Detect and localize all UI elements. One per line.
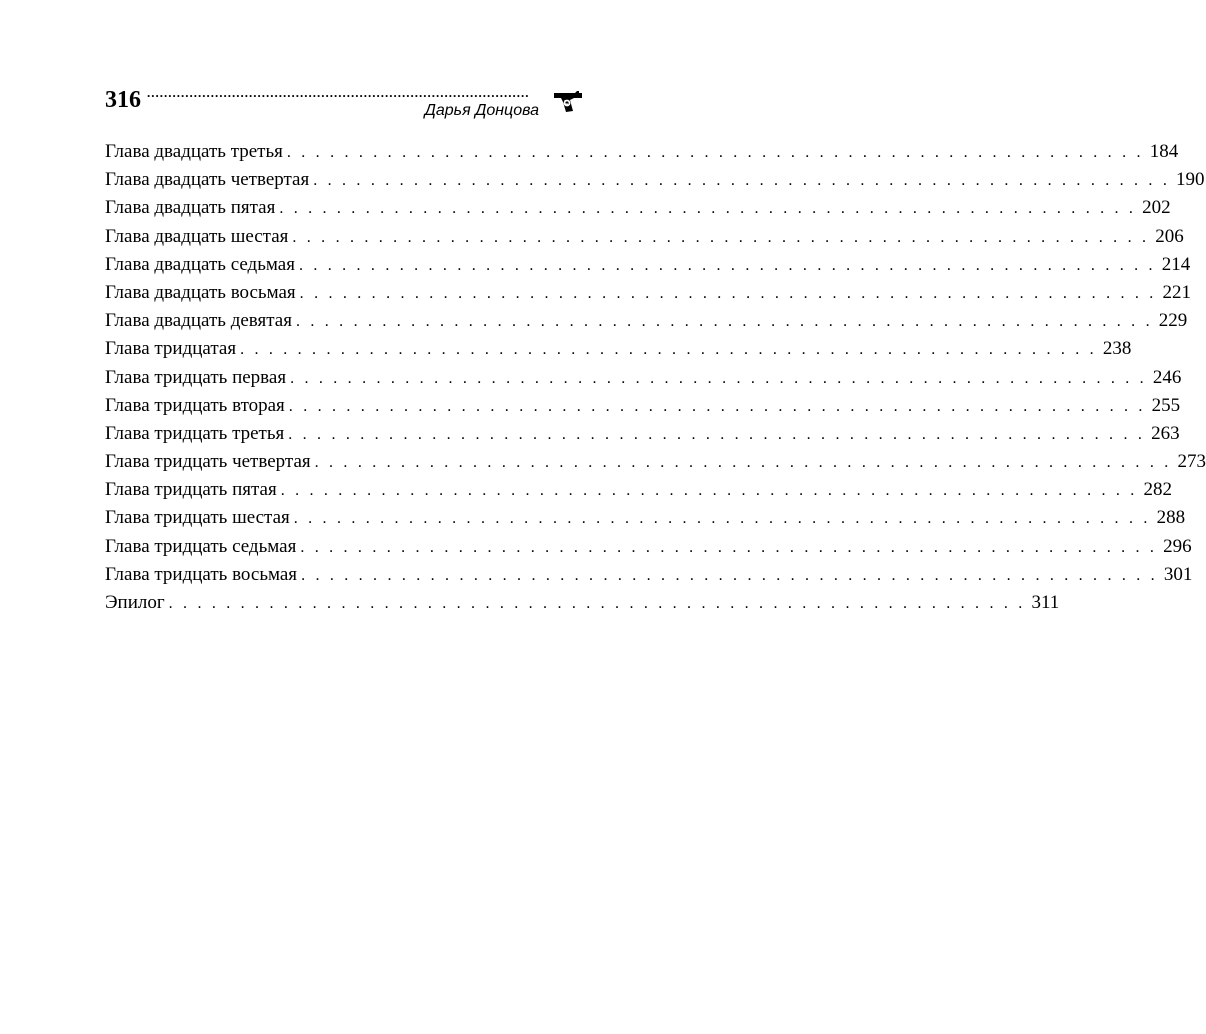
toc-entry-page: 282: [1143, 479, 1172, 501]
toc-dot-leader: . . . . . . . . . . . . . . . . . . . . . . . . . . . . . . . . . . . . . . . . . . . . . . . . . . . . . . . . . . . .: [313, 172, 1171, 190]
toc-entry[interactable]: [105, 589, 1060, 617]
toc-entry-title: Эпилог: [105, 592, 165, 613]
toc-entry-title: Глава тридцать третья: [105, 422, 285, 444]
toc-entry-title: Глава двадцать четвертая: [105, 169, 310, 191]
toc-entry[interactable]: [105, 279, 1191, 307]
toc-entry-title: Глава тридцатая: [105, 338, 237, 360]
toc-dot-leader: . . . . . . . . . . . . . . . . . . . . . . . . . . . . . . . . . . . . . . . . . . . . . . . . . . . . . . . . . . . .: [288, 425, 1146, 443]
toc-entry[interactable]: [105, 448, 1206, 476]
toc-entry-title: Глава тридцать шестая: [105, 507, 290, 529]
toc-entry-title: Глава тридцать вторая: [105, 394, 285, 416]
toc-entry-title: Глава двадцать седьмая: [105, 253, 295, 275]
toc-dot-leader: . . . . . . . . . . . . . . . . . . . . . . . . . . . . . . . . . . . . . . . . . . . . . . . . . . . . . . . . . . . .: [240, 341, 1097, 359]
toc-entry-title: Глава тридцать восьмая: [105, 563, 298, 585]
toc-dot-leader: . . . . . . . . . . . . . . . . . . . . . . . . . . . . . . . . . . . . . . . . . . . . . . . . . . . . . . . . . . . .: [280, 482, 1138, 500]
page-number: 316: [105, 87, 141, 113]
running-header: [105, 85, 585, 120]
table-of-contents: [105, 138, 1206, 617]
toc-entry-title: Глава двадцать девятая: [105, 310, 292, 332]
toc-entry-title: Глава тридцать первая: [105, 366, 287, 388]
toc-dot-leader: . . . . . . . . . . . . . . . . . . . . . . . . . . . . . . . . . . . . . . . . . . . . . . . . . . . . . . . . . . . .: [286, 144, 1144, 161]
toc-entry-page: 311: [1031, 592, 1060, 613]
toc-entry[interactable]: [105, 364, 1182, 392]
toc-entry-page: 301: [1163, 563, 1193, 585]
toc-entry[interactable]: [105, 392, 1181, 420]
toc-dot-leader: . . . . . . . . . . . . . . . . . . . . . . . . . . . . . . . . . . . . . . . . . . . . . . . . . . . . . . . . . . . .: [168, 595, 1026, 612]
toc-dot-leader: . . . . . . . . . . . . . . . . . . . . . . . . . . . . . . . . . . . . . . . . . . . . . . . . . . . . . . . . . . . .: [299, 284, 1157, 302]
toc-entry[interactable]: [105, 138, 1179, 166]
toc-entry-page: 184: [1149, 141, 1179, 162]
toc-entry-page: 190: [1176, 169, 1205, 191]
toc-entry[interactable]: [105, 504, 1186, 532]
toc-dot-leader: . . . . . . . . . . . . . . . . . . . . . . . . . . . . . . . . . . . . . . . . . . . . . . . . . . . . . . . . . . . .: [301, 566, 1158, 584]
toc-entry-page: 221: [1162, 281, 1191, 303]
toc-entry-page: 202: [1142, 197, 1171, 219]
revolver-icon: [553, 90, 585, 114]
toc-entry-title: Глава двадцать восьмая: [105, 281, 296, 303]
toc-entry-page: 246: [1152, 366, 1182, 388]
toc-entry[interactable]: [105, 251, 1191, 279]
toc-entry-title: Глава тридцать четвертая: [105, 451, 311, 473]
toc-entry-title: Глава тридцать пятая: [105, 479, 277, 501]
author-name: Дарья Донцова: [424, 102, 539, 119]
toc-entry-page: 255: [1151, 394, 1181, 416]
toc-entry-page: 238: [1102, 338, 1132, 360]
toc-entry-page: 229: [1158, 310, 1188, 332]
toc-dot-leader: . . . . . . . . . . . . . . . . . . . . . . . . . . . . . . . . . . . . . . . . . . . . . . . . . . . . . . . . . . . .: [293, 510, 1151, 528]
toc-entry-page: 214: [1161, 253, 1191, 275]
toc-entry[interactable]: [105, 223, 1184, 251]
toc-entry[interactable]: [105, 533, 1192, 561]
toc-entry-page: 273: [1177, 451, 1206, 473]
toc-dot-leader: . . . . . . . . . . . . . . . . . . . . . . . . . . . . . . . . . . . . . . . . . . . . . . . . . . . . . . . . . . . .: [295, 313, 1153, 331]
toc-entry-page: 263: [1151, 422, 1180, 444]
header-dotted-rule: ..........................................................................................: [147, 85, 530, 100]
toc-dot-leader: . . . . . . . . . . . . . . . . . . . . . . . . . . . . . . . . . . . . . . . . . . . . . . . . . . . . . . . . . . . .: [292, 228, 1150, 246]
toc-dot-leader: . . . . . . . . . . . . . . . . . . . . . . . . . . . . . . . . . . . . . . . . . . . . . . . . . . . . . . . . . . . .: [279, 200, 1137, 218]
toc-entry[interactable]: [105, 194, 1171, 222]
toc-dot-leader: . . . . . . . . . . . . . . . . . . . . . . . . . . . . . . . . . . . . . . . . . . . . . . . . . . . . . . . . . . . .: [290, 369, 1147, 387]
toc-entry[interactable]: [105, 335, 1132, 363]
toc-entry[interactable]: [105, 166, 1205, 194]
toc-entry-title: Глава двадцать пятая: [105, 197, 276, 219]
toc-entry-page: 206: [1155, 225, 1184, 247]
toc-dot-leader: . . . . . . . . . . . . . . . . . . . . . . . . . . . . . . . . . . . . . . . . . . . . . . . . . . . . . . . . . . . .: [288, 397, 1146, 415]
toc-entry[interactable]: [105, 420, 1180, 448]
toc-entry-title: Глава двадцать шестая: [105, 225, 289, 247]
toc-entry-page: 296: [1163, 535, 1192, 557]
toc-entry[interactable]: [105, 561, 1193, 589]
toc-dot-leader: . . . . . . . . . . . . . . . . . . . . . . . . . . . . . . . . . . . . . . . . . . . . . . . . . . . . . . . . . . . .: [298, 256, 1156, 274]
toc-dot-leader: . . . . . . . . . . . . . . . . . . . . . . . . . . . . . . . . . . . . . . . . . . . . . . . . . . . . . . . . . . . .: [300, 538, 1158, 556]
toc-entry-page: 288: [1156, 507, 1186, 529]
toc-entry[interactable]: [105, 476, 1172, 504]
toc-entry[interactable]: [105, 307, 1188, 335]
toc-dot-leader: . . . . . . . . . . . . . . . . . . . . . . . . . . . . . . . . . . . . . . . . . . . . . . . . . . . . . . . . . . . .: [314, 454, 1172, 472]
toc-entry-title: Глава тридцать седьмая: [105, 535, 297, 557]
toc-entry-title: Глава двадцать третья: [105, 141, 283, 162]
